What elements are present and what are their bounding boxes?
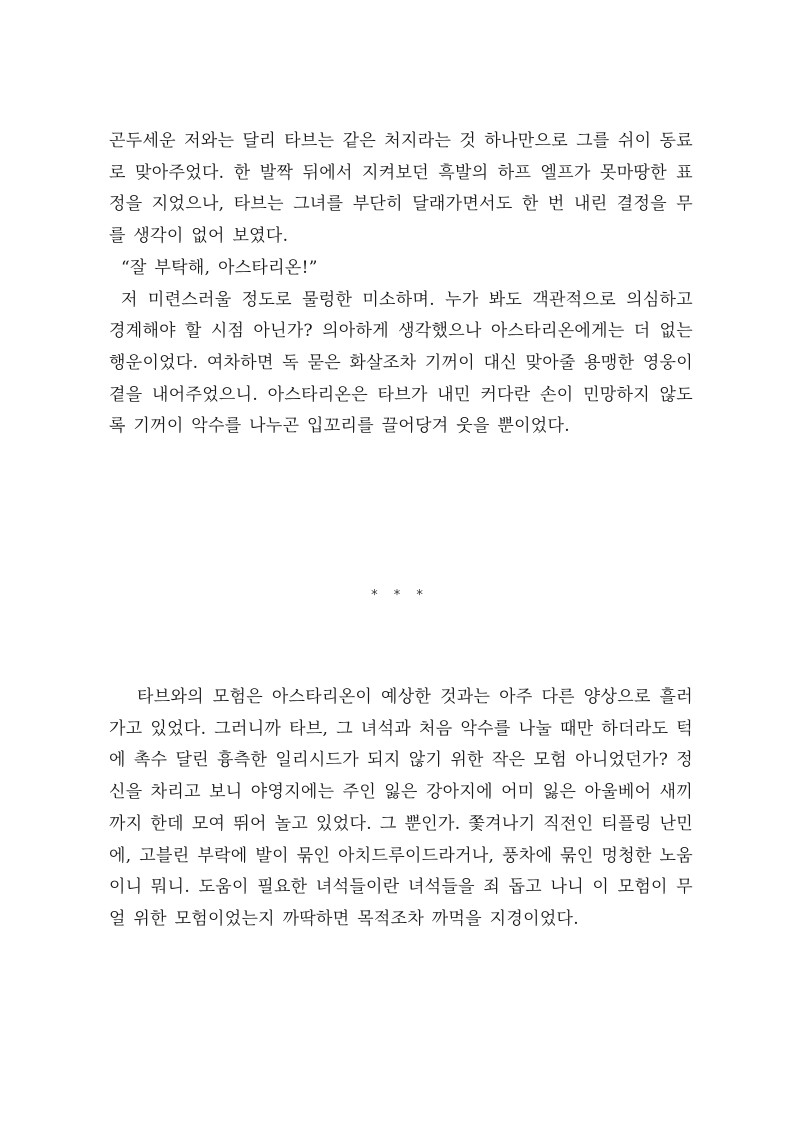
paragraph-2: 저 미련스러울 정도로 물렁한 미소하며. 누가 봐도 객관적으로 의심하고 경계해야 할 시점 아닌가? 의아하게 생각했으나 아스타리온에게는 더 없는 행운이었다. 여차하면 독 묻은 화살조차 기꺼이 대신 맞아줄 용맹한 영웅이 곁을 내어주었으니. 아스타리온은 타브가 내민 커다란 손이 민망하지 않도록 기꺼이 악수를 나누곤 입꼬리를 끌어당겨 웃을 뿐이었다. [109,289,693,437]
text-section-2 [109,682,693,936]
section-divider: * * * [371,588,429,603]
paragraph-1: 곤두세운 저와는 달리 타브는 같은 처지라는 것 하나만으로 그를 쉬이 동료로 맞아주었다. 한 발짝 뒤에서 지켜보던 흑발의 하프 엘프가 못마땅한 표정을 지었으나, 타브는 그녀를 부단히 달래가면서도 한 번 내린 결정을 무를 생각이 없어 보였다. [109,131,693,247]
text-section-1 [109,126,693,443]
paragraph-3: 타브와의 모험은 아스타리온이 예상한 것과는 아주 다른 양상으로 흘러가고 있었다. 그러니까 타브, 그 녀석과 처음 악수를 나눌 때만 하더라도 턱에 촉수 달린 흉측한 일리시드가 되지 않기 위한 작은 모험 아니었던가? 정신을 차리고 보니 야영지에는 주인 잃은 강아지에 어미 잃은 아울베어 새끼까지 한데 모여 뛰어 놀고 있었다. 그 뿐인가. 쫓겨나기 직전인 티플링 난민에, 고블린 부락에 발이 묶인 아치드루이드라거나, 풍차에 묶인 멍청한 노움이니 뭐니. 도움이 필요한 녀석들이란 녀석들을 죄 돕고 나니 이 모험이 무얼 위한 모험이었는지 까딱하면 목적조차 까먹을 지경이었다. [109,687,693,929]
dialogue-line: “잘 부탁해, 아스타리온!” [121,257,318,278]
